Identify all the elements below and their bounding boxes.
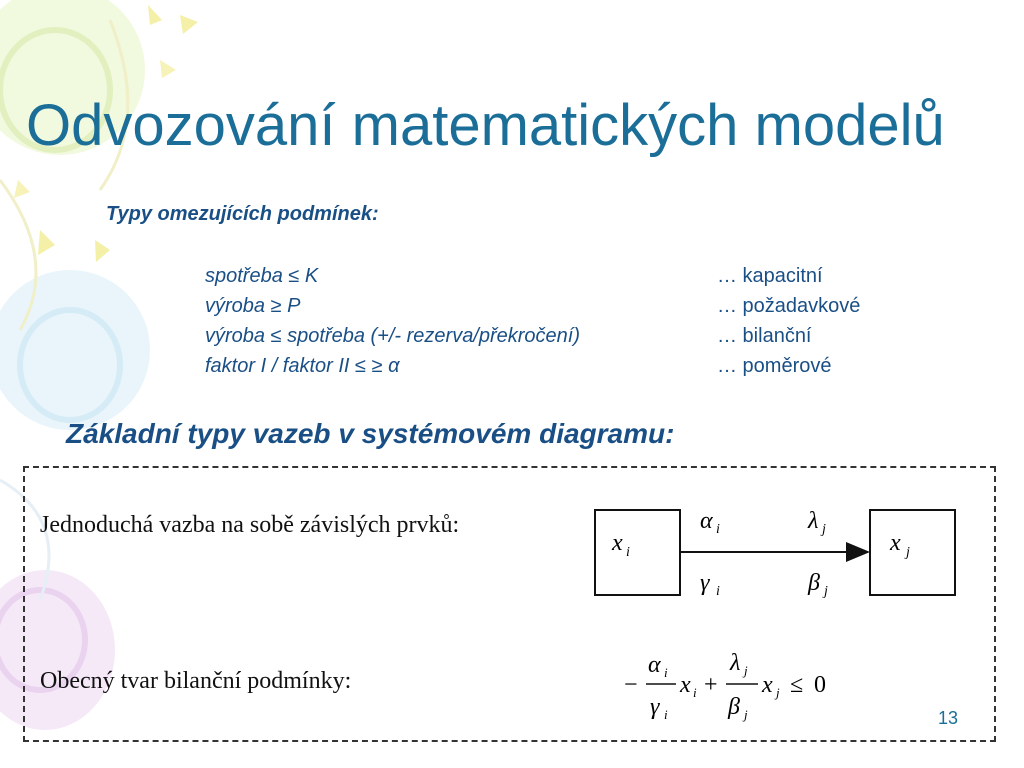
formula-zero: 0 xyxy=(814,672,826,698)
formula-alpha: α xyxy=(648,652,661,678)
constraint-expression: faktor I / faktor II ≤ ≥ α xyxy=(205,355,400,377)
alpha-subscript: i xyxy=(716,522,720,537)
formula-beta: β xyxy=(728,694,740,720)
constraint-expression: výroba ≥ P xyxy=(205,295,301,317)
node-box-right xyxy=(870,510,955,595)
beta-subscript: j xyxy=(824,584,828,599)
link-arrowhead xyxy=(846,542,870,562)
node-right-subscript: j xyxy=(906,545,910,560)
alpha-symbol: α xyxy=(700,508,713,534)
constraint-expression: výroba ≤ spotřeba (+/- rezerva/překročení) xyxy=(205,325,581,347)
formula-minus: − xyxy=(624,672,638,698)
constraint-type: … bilanční xyxy=(717,325,812,347)
constraint-row xyxy=(205,265,945,295)
node-left-label: x xyxy=(612,530,623,556)
constraint-type: … poměrové xyxy=(717,355,832,377)
constraint-row xyxy=(205,355,945,385)
formula-lambda-sub: j xyxy=(744,663,748,678)
page-number: 13 xyxy=(938,708,959,728)
formula-beta-sub: j xyxy=(744,707,748,722)
constraint-row xyxy=(205,295,945,325)
node-left-subscript: i xyxy=(626,545,630,560)
lambda-subscript: j xyxy=(822,522,826,537)
formula-gamma: γ xyxy=(650,694,660,720)
constraint-types-heading: Typy omezujících podmínek: xyxy=(106,203,379,225)
balance-formula xyxy=(620,640,850,730)
constraint-type: … požadavkové xyxy=(717,295,861,317)
section-title: Základní typy vazeb v systémovém diagramu: xyxy=(66,418,675,449)
formula-le: ≤ xyxy=(790,672,804,698)
constraint-list xyxy=(205,265,945,385)
formula-gamma-sub: i xyxy=(664,707,668,722)
gamma-subscript: i xyxy=(716,584,720,599)
slide-title: Odvozování matematických modelů xyxy=(26,93,945,158)
formula-alpha-sub: i xyxy=(664,665,668,680)
node-right-label: x xyxy=(890,530,901,556)
constraint-expression: spotřeba ≤ K xyxy=(205,265,319,287)
simple-link-label: Jednoduchá vazba na sobě závislých prvků: xyxy=(40,512,460,538)
general-form-label: Obecný tvar bilanční podmínky: xyxy=(40,668,352,694)
gamma-symbol: γ xyxy=(700,570,710,596)
formula-plus: + xyxy=(704,672,718,698)
node-box-left xyxy=(595,510,680,595)
formula-x-j-sub: j xyxy=(776,685,780,700)
lambda-symbol: λ xyxy=(808,508,819,534)
constraint-type: … kapacitní xyxy=(717,265,823,287)
formula-x-i-sub: i xyxy=(693,685,697,700)
formula-x-j: x xyxy=(762,672,773,698)
beta-symbol: β xyxy=(808,570,820,596)
system-diagram xyxy=(590,500,970,610)
formula-lambda: λ xyxy=(730,650,741,676)
formula-x-i: x xyxy=(680,672,691,698)
constraint-row xyxy=(205,325,945,355)
